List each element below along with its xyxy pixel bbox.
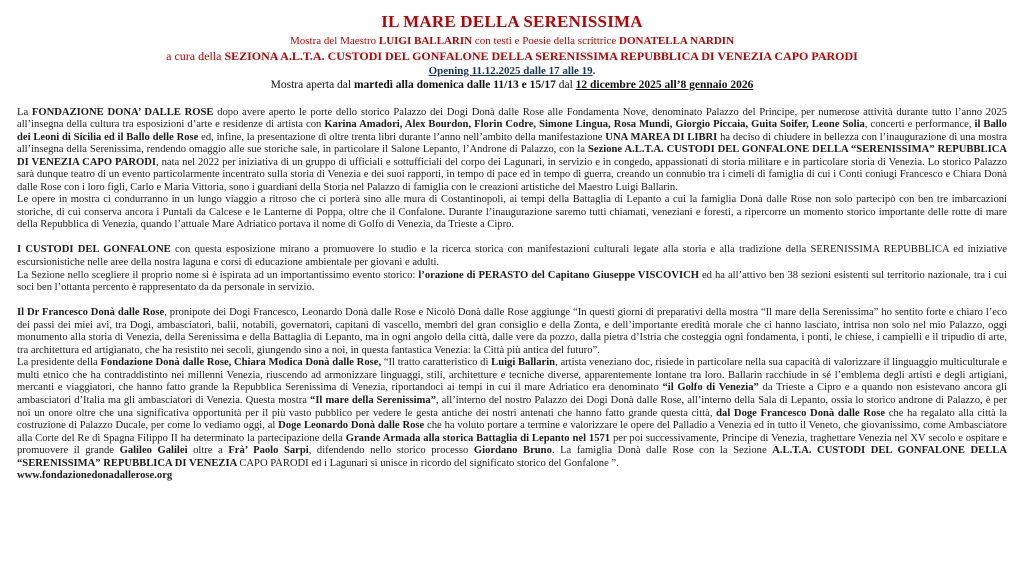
exhibition-title: IL MARE DELLA SERENISSIMA: [381, 12, 643, 31]
paragraph-francesco-dona: Il Dr Francesco Donà dalle Rose, pronipote dei Dogi Francesco, Leonardo Donà dalle Rose e Nicolò Donà dalle Rose aggiunge “In questi giorni di preparativi della mostra “Il mare della Serenissima” ho sentito forte e chiaro l’eco dei passi dei miei avi, tra Dogi, ambasciatori, balii, notabili, governatori, capitani di vascello, membri del gran consiglio e della Zonta, e dell’importante eredità morale che ci hanno lasciato, intrisa non solo nel mio Palazzo, oggi monumento alla storia di Venezia, della Serenissima e della Battaglia di Lepanto, ma in ogni angolo della città, dalle vere da pozzo, dalla pietra d’Istria che costeggia ogni fondamenta, i ponti, le chiese, i campielli e il tripudio di arte, tra architettura ed artigianato, che ha resistito nei secoli, giungendo sino a noi, in questa fantastica Venezia: la Città più antica del futuro”.: [17, 307, 1007, 356]
paragraph-sezione-nome: La Sezione nello scegliere il proprio nome si è ispirata ad un importantissimo evento storico: l’orazione di PERASTO del Capitano Giuseppe VISCOVICH ed ha all’attivo ben 38 sezioni esistenti sul territorio nazionale, tra i cui soci ben l’ottanta percento è rappresentato da da personale in servizio.: [17, 269, 1007, 294]
paragraph-custodi-gonfalone: I CUSTODI DEL GONFALONE con questa esposizione mirano a promuovere lo studio e la ricerca storica con manifestazioni culturali legate alla storia e alla tradizione della SERENISSIMA REPUBBLICA ed iniziative escursionistiche nelle aree della nostra laguna e corsi di educazione ambientale per giovani e adulti.: [17, 244, 1007, 269]
paragraph-spacer: [17, 232, 1007, 245]
paragraph-fondazione: La FONDAZIONE DONA’ DALLE ROSE dopo avere aperto le porte dello storico Palazzo dei Dogi Donà dalle Rose alle Fondamenta Nove, denominato Palazzo del Principe, per numerose attività durante tutto l’anno 2025 all’insegna della cultura tra esposizioni d’arte e residenze di artista con Karina Amadori, Alex Bourdon, Florin Codre, Simone Lingua, Rosa Mundi, Giorgio Piccaia, Guita Soifer, Leone Solia, concerti e performance, il Ballo dei Leoni di Sicilia ed il Ballo delle Rose ed, infine, la presentazione di oltre trenta libri durante l’anno nell’ambito della manifestazione UNA MAREA DI LIBRI ha deciso di chiudere in bellezza con l’inaugurazione di una mostra all’insegna della Serenissima, rendendo omaggio alle sue storiche sale, in particolare il Salone Lepanto, l’Androne di Palazzo, con la Sezione A.L.T.A. CUSTODI DEL GONFALONE DELLA “SERENISSIMA” REPUBBLICA DI VENEZIA CAPO PARODI, nata nel 2022 per iniziativa di un gruppo di ufficiali e sottufficiali del corpo dei Lagunari, in servizio e in congedo, appassionati di storia militare e in particolare storia di Venezia. Lo storico Palazzo sarà dunque teatro di un evento particolarmente incentrato sulla storia di Venezia e dei suoi rapporti, in tempo di pace ed in tempo di guerra, creando un connubio tra i cimeli di famiglia di cui i Conti coniugi Francesco e Chiara Donà dalle Rose con i loro figli, Carlo e Maria Vittoria, sono i guardiani della Storia nel Palazzo di famiglia con le creazioni artistiche del Maestro Luigi Ballarin.: [17, 106, 1007, 193]
paragraph-opere-in-mostra: Le opere in mostra ci condurranno in un lungo viaggio a ritroso che ci porterà sino alle mura di Costantinopoli, ai tempi della Battaglia di Lepanto a cui la famiglia Donà dalle Rose non solo partecipò con ben tre imbarcazioni storiche, di cui conserva ancora i Puntali da Calcese e le Lanterne di Poppa, oltre che il Confalone. Durante l’inaugurazione saremo tutti chiamati, veneziani e foresti, a ripercorre un momento storico importante delle rotte di mare della Repubblica di Venezia, quando l’attuale Mare Adriatico portava il nome di Golfo di Venezia, da Trieste a Cipro.: [17, 194, 1007, 231]
schedule-line: Mostra aperta dal martedì alla domenica dalle 11/13 e 15/17 dal 12 dicembre 2025 all’8 gennaio 2026: [270, 78, 754, 91]
subtitle-artist-line: Mostra del Maestro LUIGI BALLARIN con testi e Poesie della scrittrice DONATELLA NARDIN: [289, 35, 735, 47]
website-link[interactable]: www.fondazionedonadallerose.org: [17, 470, 173, 482]
curator-line: a cura della SEZIONA A.L.T.A. CUSTODI DEL GONFALONE DELLA SERENISSIMA REPUBBLICA DI VENEZIA CAPO PARODI: [166, 48, 858, 63]
paragraph-presidente-fondazione: La presidente della Fondazione Donà dalle Rose, Chiara Modica Donà dalle Rose, “Il tratto caratteristico di Luigi Ballarin, artista veneziano doc, risiede in particolare nella sua capacità di valorizzare il linguaggio multiculturale e multi etnico che ha contraddistinto nei millenni Venezia, riuscendo ad armonizzare linguaggi, stili, architetture e tecniche diverse, apparentemente lontane tra loro. Ballarin racchiude in sé l’emblema degli artisti e degli artigiani, mercanti e viaggiatori, che hanno fatto grande la Repubblica Serenissima di Venezia, riportandoci ai tempi in cui il mare Adriatico era denominato “il Golfo di Venezia” da Trieste a Cipro e a quando non esistevano ancora gli ambasciatori d’Italia ma gli ambasciatori di Venezia. Questa mostra “Il mare della Serenissima”, all’interno del nostro Palazzo dei Dogi Donà dalle Rose, all’interno della Sala di Lepanto, ossia lo storico androne di Palazzo, è per noi un onore oltre che una significativa opportunità per il più vasto pubblico per vedere le gesta antiche dei nostri antenati che hanno fatto grande questa città, dal Doge Francesco Donà dalle Rose che ha regalato alla città la costruzione di Palazzo Ducale, per come lo vediamo oggi, al Doge Leonardo Donà dalle Rose che ha voluto portare a termine e valorizzare le opere del Palladio a Venezia ed in tutto il Veneto, che giovanissimo, come Ambasciatore alla Corte del Re di Spagna Filippo II ha determinato la partecipazione della Grande Armada alla storica Battaglia di Lepanto nel 1571 per poi successivamente, Principe di Venezia, traghettare Venezia nel XV secolo e ospitare e promuovere il grande Galileo Galilei oltre a Frà’ Paolo Sarpi, difendendo nello storico processo Giordano Bruno. La famiglia Donà dalle Rose con la Sezione A.L.T.A. CUSTODI DEL GONFALONE DELLA “SERENISSIMA” REPUBBLICA DI VENEZIA CAPO PARODI ed i Lagunari si unisce in ricordo del significato storico del Gonfalone ”.: [17, 357, 1007, 469]
opening-date-line: Opening 11.12.2025 dalle 17 alle 19.: [428, 64, 596, 77]
document-header: [17, 12, 1007, 92]
paragraph-spacer: [17, 295, 1007, 308]
document-body: [17, 107, 1007, 483]
